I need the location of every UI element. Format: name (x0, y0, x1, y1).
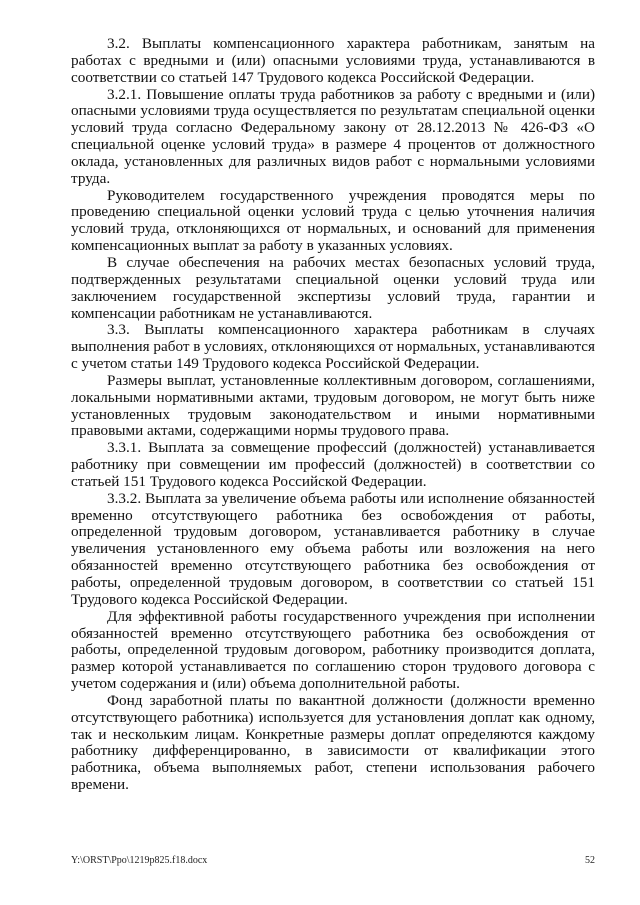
paragraph-3-3: 3.3. Выплаты компенсационного характера работникам в случаях выполнения работ в условиях, отклоняющихся от нормальных, устанавливаются с учетом статьи 149 Трудового кодекса Российской Федерации. (71, 321, 595, 373)
paragraph-3-3-2: 3.3.2. Выплата за увеличение объема работы или исполнение обязанностей временно отсутствующего работника без освобождения от работы, определенной трудовым договором, устанавливается работнику в случае увеличения установленного ему объема работы или возложения на него обязанностей временно отсутствующего работника без освобождения от работы, определенной трудовым договором, в соответствии со статьей 151 Трудового кодекса Российской Федерации. (71, 489, 595, 608)
paragraph-3-2: 3.2. Выплаты компенсационного характера работникам, занятым на работах с вредными и (или) опасными условиями труда, устанавливаются в соответствии со статьей 147 Трудового кодекса Российской Федерации. (71, 35, 595, 86)
document-body (71, 36, 595, 794)
paragraph-wage-fund: Фонд заработной платы по вакантной должности (должности временно отсутствующего работника) используется для установления доплат как одному, так и нескольким лицам. Конкретные размеры доплат определяются каждому работнику дифференцированно, в зависимости от квалификации этого работника, объема выполняемых работ, степени использования рабочего времени. (71, 691, 595, 794)
paragraph-3-2-1: 3.2.1. Повышение оплаты труда работников за работу с вредными и (или) опасными условиями труда осуществляется по результатам специальной оценки условий труда согласно Федеральному закону от 28.12.2013 № 426-ФЗ «О специальной оценке условий труда» в размере 4 процентов от должностного оклада, установленных для различных видов работ с нормальными условиями труда. (71, 85, 595, 187)
paragraph-safe-conditions: В случае обеспечения на рабочих местах безопасных условий труда, подтвержденных результатами специальной оценки условий труда или заключением государственной экспертизы условий труда, гарантии и компенсации работникам не устанавливаются. (71, 253, 595, 322)
page-number: 52 (585, 855, 595, 866)
file-path: Y:\ORST\Ppo\1219p825.f18.docx (71, 855, 208, 866)
paragraph-effective-work: Для эффективной работы государственного учреждения при исполнении обязанностей временно отсутствующего работника без освобождения от работы, определенной трудовым договором, работнику производится доплата, размер которой устанавливается по соглашению сторон трудового договора с учетом содержания и (или) объема дополнительной работы. (71, 607, 595, 693)
paragraph-special-assessment: Руководителем государственного учреждения проводятся меры по проведению специальной оценки условий труда с целью уточнения наличия условий труда, отклоняющихся от нормальных, и оснований для применения компенсационных выплат за работу в указанных условиях. (71, 186, 595, 255)
paragraph-3-3-1: 3.3.1. Выплата за совмещение профессий (должностей) устанавливается работнику при совмещении им профессий (должностей) в соответствии со статьей 151 Трудового кодекса Российской Федерации. (71, 439, 595, 490)
paragraph-payment-amounts: Размеры выплат, установленные коллективным договором, соглашениями, локальными нормативными актами, трудовым договором, не могут быть ниже установленных трудовым законодательством и иными нормативными правовыми актами, содержащими нормы трудового права. (71, 371, 595, 440)
